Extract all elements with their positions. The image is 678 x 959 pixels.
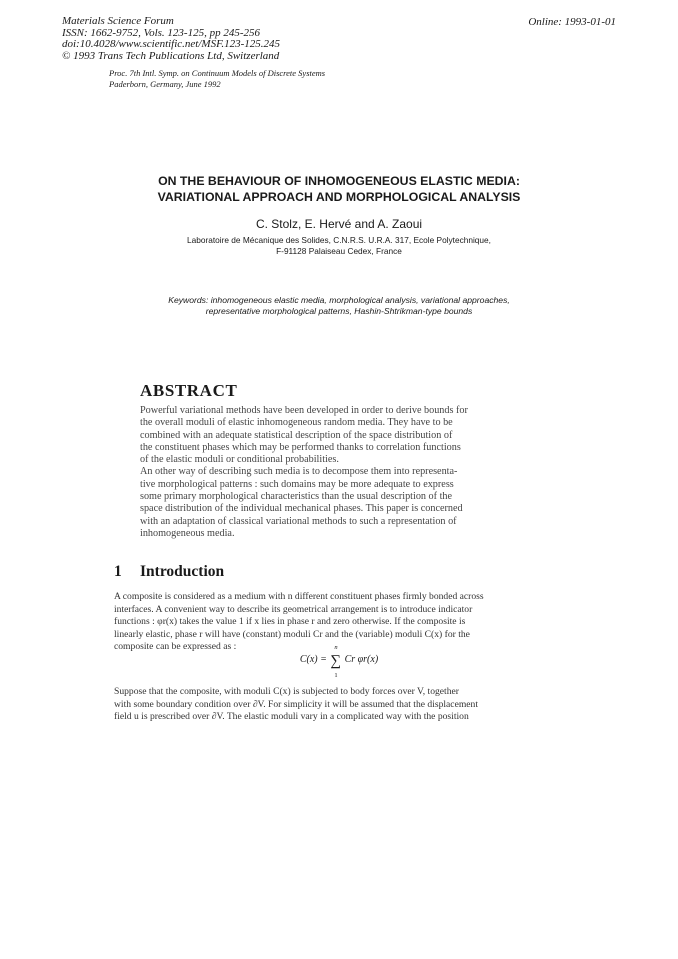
- introduction-line: interfaces. A convenient way to describe its geometrical arrangement is to introduce indicator: [114, 603, 473, 615]
- summation-symbol: ∑ n 1: [330, 644, 342, 679]
- abstract-line: of the elastic moduli or conditional probabilities.: [140, 454, 339, 466]
- proceedings-line-1: Proc. 7th Intl. Symp. on Continuum Models of Discrete Systems: [109, 68, 326, 78]
- abstract-line: An other way of describing such media is to decompose them into representa-: [140, 466, 458, 478]
- online-date: Online: 1993-01-01: [528, 16, 616, 28]
- keywords: [0, 295, 678, 317]
- introduction-line: Suppose that the composite, with moduli C(x) is subjected to body forces over V, together: [114, 686, 459, 697]
- abstract-line: combined with an adequate statistical description of the space distribution of: [140, 429, 453, 441]
- introduction-line: with some boundary condition over ∂V. For simplicity it will be assumed that the displacement: [114, 698, 479, 710]
- title-line-1: ON THE BEHAVIOUR OF INHOMOGENEOUS ELASTIC MEDIA:: [158, 174, 520, 188]
- abstract-line: the overall moduli of elastic inhomogeneous random media. They have to be: [140, 417, 453, 429]
- abstract-line: space distribution of the individual mechanical phases. This paper is concerned: [140, 503, 463, 515]
- abstract-line: some primary morphological characteristics than the usual description of the: [140, 491, 453, 503]
- equation-lhs: C(x) =: [299, 654, 327, 665]
- introduction-line: field u is prescribed over ∂V. The elastic moduli vary in a complicated way with the position: [114, 711, 469, 723]
- abstract-heading: ABSTRACT: [140, 381, 238, 400]
- abstract-line: Powerful variational methods have been developed in order to derive bounds for: [140, 405, 468, 416]
- sum-lower-limit: 1: [334, 672, 338, 679]
- publication-info: [62, 16, 280, 62]
- abstract-line: with an adaptation of classical variational methods to such a representation of: [140, 515, 457, 527]
- section-title: Introduction: [140, 563, 225, 580]
- proceedings-line-2: Paderborn, Germany, June 1992: [109, 79, 221, 89]
- introduction-line: linearly elastic, phase r will have (constant) moduli Cr and the (variable) moduli C(x) for the: [114, 628, 470, 640]
- journal-name: Materials Science Forum: [62, 15, 174, 27]
- title-line-2: VARIATIONAL APPROACH AND MORPHOLOGICAL ANALYSIS: [157, 189, 521, 204]
- introduction-line: functions : φr(x) takes the value 1 if x lies in phase r and zero otherwise. If the composite is: [114, 616, 466, 628]
- sum-upper-limit: n: [334, 644, 338, 651]
- abstract-line: inhomogeneous media.: [140, 527, 235, 539]
- section-number: 1: [114, 563, 122, 580]
- issn-line: ISSN: 1662-9752, Vols. 123-125, pp 245-256: [62, 26, 260, 39]
- affiliation: [0, 235, 678, 257]
- equation-rhs: Cr φr(x): [344, 654, 379, 665]
- proceedings-info: [109, 68, 325, 90]
- introduction-line: composite can be expressed as :: [114, 641, 237, 653]
- affiliation-line-1: Laboratoire de Mécanique des Solides, C.N.R.S. U.R.A. 317, Ecole Polytechnique,: [187, 235, 491, 245]
- keywords-line-1: Keywords: inhomogeneous elastic media, morphological analysis, variational approaches,: [168, 295, 510, 305]
- introduction-body: [114, 591, 564, 654]
- abstract-line: tive morphological patterns : such domains may be more adequate to express: [140, 478, 454, 490]
- introduction-line: A composite is considered as a medium with n different constituent phases firmly bonded across: [114, 591, 484, 602]
- paper-title: [0, 174, 678, 205]
- affiliation-line-2: F-91128 Palaiseau Cedex, France: [276, 246, 402, 256]
- keywords-line-2: representative morphological patterns, Hashin-Shtrikman-type bounds: [205, 306, 473, 316]
- authors: C. Stolz, E. Hervé and A. Zaoui: [255, 217, 423, 231]
- section-heading-introduction: [114, 563, 224, 581]
- abstract-body: [140, 405, 500, 540]
- abstract-line: the constituent phases which may be performed thanks to correlation functions: [140, 441, 461, 453]
- doi-line: doi:10.4028/www.scientific.net/MSF.123-125.245: [62, 38, 281, 51]
- copyright-line: © 1993 Trans Tech Publications Ltd, Switzerland: [62, 49, 280, 62]
- introduction-body-continued: [114, 686, 564, 724]
